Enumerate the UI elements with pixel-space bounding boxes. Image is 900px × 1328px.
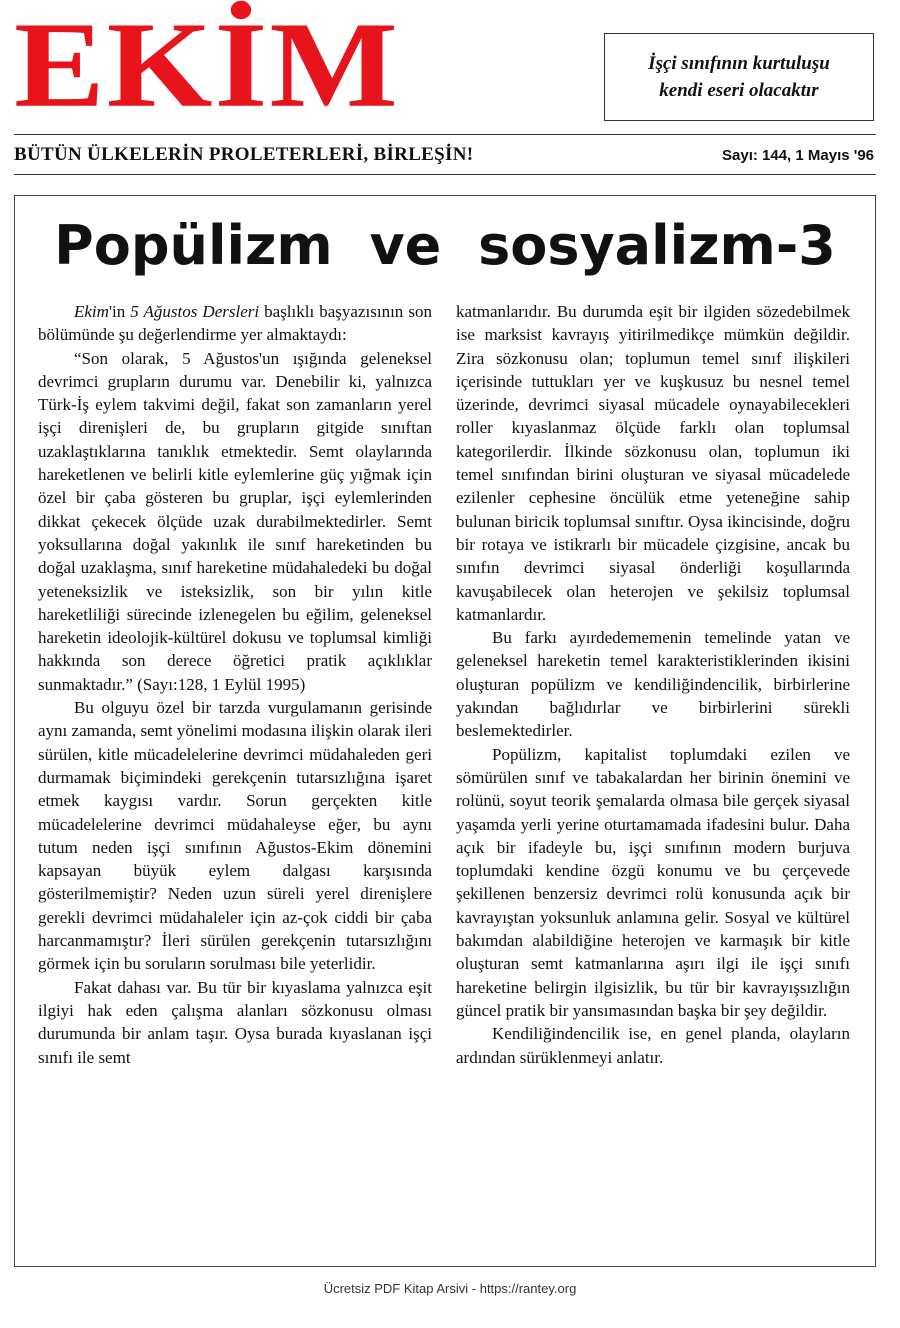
- paragraph-text: 'in: [108, 302, 131, 321]
- motto-line-1: İşçi sınıfının kurtuluşu: [648, 53, 830, 74]
- paragraph: [38, 300, 432, 347]
- article-reference: 5 Ağustos Dersleri: [130, 302, 260, 321]
- paragraph: Bu farkı ayırdedememenin temelinde yatan ve geleneksel hareketin temel karakteristiklerinden ikisini oluşturan popülizm ve kendiliğindencilik, birbirlerine yakından bağlıdırlar ve birbirlerini sürekli beslemektedirler.: [456, 628, 850, 741]
- paragraph: Bu olguyu özel bir tarzda vurgulamanın gerisinde aynı zamanda, semt yönelimi modasına ilişkin olarak ileri sürülen, kitle mücadelelerine devrimci müdahaleden geri durmamak biçimindeki gerekçenin tutarsızlığına işaret etmek kaygısı vardır. Sorun gerçekten kitle mücadelelerine devrimci müdahaleyse eğer, bu aynı tutum neden işçi sınıfının Ağustos-Ekim dönemini kapsayan büyük eylem dalgası karşısında gösterilmemiştir? Neden uzun süreli yerel direnişlere gerekli devrimci müdahaleler için az-çok ciddi bir çaba harcanmamıştır? İleri sürülen gerekçenin tutarsızlığını görmek için bu soruların sorulması bile yeterlidir.: [38, 698, 432, 974]
- publication-name: Ekim: [74, 302, 109, 321]
- quote-paragraph: “Son olarak, 5 Ağustos'un ışığında geleneksel devrimci grupların durumu var. Denebilir ki, yalnızca Türk-İş eylem takvimi değil, fakat son zamanların yerel işçi direnişleri de, bu grupların gitgide sınıftan uzaklaştıklarına tanıklık etmektedir. Semt olaylarında hareketlenen ve belirli kitle eylemlerine güç yığmak için özel bir çaba gösteren bu gruplar, işçi eylemlerinden dikkat çekecek ölçüde uzak durabilmektedirler. Semt yoksullarına doğal yakınlık ile sınıf hareketinden bu doğal uzaklaşma, sınıf hareketine müdahaledeki bu doğal yeteneksizlik ve isteksizlik, son bir yılın kitle hareketliliği sürecinde izlenegelen bu eğilim, geleneksel hareketin ideolojik-kültürel dokusu ve toplumsal kimliği hakkında son derece öğretici pratik açıklıklar sunmaktadır.” (Sayı:128, 1 Eylül 1995): [38, 348, 432, 694]
- issue-info: Sayı: 144, 1 Mayıs '96: [722, 147, 874, 164]
- paragraph: Fakat dahası var. Bu tür bir kıyaslama yalnızca eşit ilgiyi hak eden çalışma alanları sözkonusu olması durumunda bir anlam taşır. Oysa burada kıyaslanan işçi sınıfı ile semt: [38, 977, 432, 1067]
- footer-text: Ücretsiz PDF Kitap Arsivi - https://rantey.org: [323, 1281, 577, 1296]
- article-headline: Popülizm ve sosyalizm-3: [54, 214, 836, 277]
- motto-box: [604, 33, 874, 121]
- motto-line-2: kendi eseri olacaktır: [659, 80, 819, 101]
- paragraph-text: başlıklı başyazısının son bölümünde şu değerlendirme yer almaktaydı:: [38, 302, 432, 345]
- paragraph: katmanlarıdır. Bu durumda eşit bir ilgiden sözedebilmek ise marksist kavrayış yitirilmedikçe mümkün değildir. Zira sözkonusu olan; toplumun temel sınıf ilişkileri içerisinde tuttukları yer ve kuşkusuz bu nesnel temel üzerinde, devrimci siyasal mücadele oynayabilecekleri roller kıyaslanmaz ölçüde farklı olan toplumsal kategorilerdir. İlkinde sözkonusu olan, toplumun iki temel sınıfından birini oluşturan ve siyasal mücadelede ezilenler cephesine öncülük etme yeteneğine sahip bulunan biricik toplumsal sınıftır. Oysa ikincisinde, doğru bir rotaya ve istikrarlı bir mücadele çizgisine, ancak bu sınıfın devrimci siyasal önderliği koşullarında kavuşabilecek olan heterojen ve şekilsiz toplumsal katmanlardır.: [456, 302, 850, 624]
- paragraph: Popülizm, kapitalist toplumdaki ezilen ve sömürülen sınıf ve tabakalardan her birinin önemini ve rolünü, soyut teorik şemalarda olmasa bile gerçek siyasal yaşamda yerli yerine oturtamamada ifadesini bulur. Daha açık bir ifadeyle bu, işçi sınıfının modern burjuva toplumdaki kendine özgü konumu ve bu çerçevede şekillenen benzersiz devrimci rolü konusunda açık bir kavrayıştan yoksunluk anlamına gelir. Sosyal ve kültürel bakımdan alabildiğine heterojen ve karmaşık bir kitle oluşturan semt katmanlarına aşırı ilgi ile işçi sınıfı hareketine belirgin ilgisizlik, bu tür bir kavrayışsızlığın güncel pratik bir yansımasından başka bir şey değildir.: [456, 744, 850, 1020]
- masthead-title: EKİM: [14, 0, 400, 133]
- paragraph: Kendiliğindencilik ise, en genel planda, olayların ardından sürüklenmeyi anlatır.: [456, 1024, 850, 1067]
- masthead-top-rule: [14, 134, 876, 135]
- masthead-bottom-rule: [14, 174, 876, 175]
- slogan: BÜTÜN ÜLKELERİN PROLETERLERİ, BİRLEŞİN!: [14, 144, 474, 165]
- article-column-right: [456, 300, 850, 1069]
- article-column-left: [38, 300, 432, 1069]
